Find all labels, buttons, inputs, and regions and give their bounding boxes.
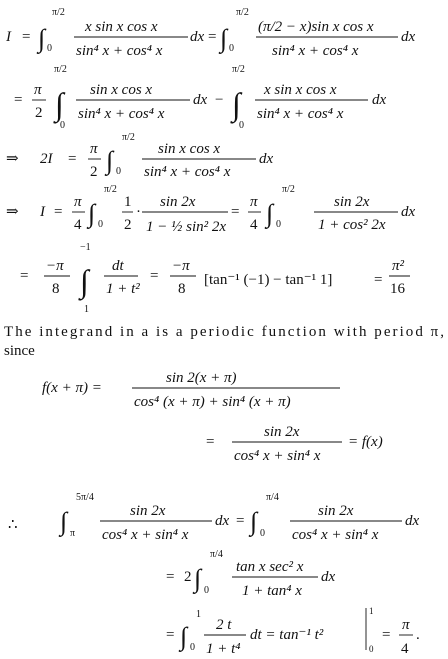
lhs-I: I xyxy=(6,29,11,45)
dt-expression: dt = tan⁻¹ t² xyxy=(250,627,324,643)
integral-sign: ∫ xyxy=(38,24,46,53)
upper-limit: π/4 xyxy=(210,549,223,560)
upper-limit: −1 xyxy=(80,242,91,253)
lhs-2I: 2I xyxy=(40,151,53,167)
lower-limit: 0 xyxy=(229,43,234,54)
numerator: sin 2(x + π) xyxy=(166,370,237,386)
equals-sign: = xyxy=(206,434,215,450)
equals-sign: = xyxy=(54,204,63,220)
result-num: π² xyxy=(392,258,405,274)
integral-sign: ∫ xyxy=(88,199,96,228)
coef-num: −π xyxy=(172,258,190,274)
upper-limit: π/2 xyxy=(104,184,117,195)
upper-limit: π/2 xyxy=(232,64,245,75)
upper-limit: π/2 xyxy=(282,184,295,195)
minus-sign: − xyxy=(215,92,224,108)
upper-limit: π/2 xyxy=(236,7,249,18)
equals-sign: = xyxy=(20,268,29,284)
denominator: 1 + t² xyxy=(106,281,140,297)
step-1 xyxy=(5,7,416,59)
prose-line-1: The integrand in a is a periodic function with period π, xyxy=(4,324,444,340)
numerator: sin 2x xyxy=(130,503,166,519)
lower-limit: 0 xyxy=(60,120,65,131)
integral-sign: ∫ xyxy=(55,86,64,122)
equals-sign: = xyxy=(166,627,175,643)
integral-sign: ∫ xyxy=(60,507,68,536)
numerator: sin 2x xyxy=(264,424,300,440)
integral-sign: ∫ xyxy=(194,564,202,593)
dot: · xyxy=(136,204,141,220)
numerator: 2 t xyxy=(216,617,232,633)
dx: dx xyxy=(193,92,208,108)
step-5 xyxy=(20,242,410,315)
equals-sign: = xyxy=(68,151,77,167)
numerator: sin x cos x xyxy=(158,141,221,157)
integral-sign: ∫ xyxy=(266,199,274,228)
numerator: sin 2x xyxy=(334,194,370,210)
denominator: 1 + tan⁴ x xyxy=(242,583,302,599)
numerator: sin 2x xyxy=(160,194,196,210)
denominator: cos⁴ x + sin⁴ x xyxy=(292,527,379,543)
equals-sign: = xyxy=(14,92,23,108)
numerator: sin 2x xyxy=(318,503,354,519)
implies-arrow: ⇒ xyxy=(6,204,19,220)
denominator: cos⁴ x + sin⁴ x xyxy=(102,527,189,543)
half-num: 1 xyxy=(124,194,132,210)
step-3 xyxy=(6,132,274,180)
lower-limit: 1 xyxy=(84,304,89,315)
therefore-sign: ∴ xyxy=(8,517,18,533)
coef-num: π xyxy=(34,82,42,98)
denominator: 1 + cos² 2x xyxy=(318,217,386,233)
denominator: cos⁴ x + sin⁴ x xyxy=(234,448,321,464)
result-den: 4 xyxy=(401,641,409,657)
final-integral xyxy=(8,492,420,657)
integral-sign: ∫ xyxy=(232,86,241,122)
equals-sign: = xyxy=(374,272,383,288)
coef-den: 4 xyxy=(250,217,258,233)
equals-sign: = xyxy=(150,268,159,284)
numerator: tan x sec² x xyxy=(236,559,304,575)
equals-sign: = xyxy=(166,569,175,585)
numerator: x sin x cos x xyxy=(264,82,337,98)
equals-f-of-x: = f(x) xyxy=(348,434,383,450)
dx: dx xyxy=(259,151,274,167)
bracket-expression: [tan⁻¹ (−1) − tan⁻¹ 1] xyxy=(204,272,333,288)
equals-sign: = xyxy=(236,513,245,529)
denominator: sin⁴ x + cos⁴ x xyxy=(144,164,231,180)
coef-num: π xyxy=(90,141,98,157)
implies-arrow: ⇒ xyxy=(6,151,19,167)
coef-den: 8 xyxy=(178,281,186,297)
denominator: 1 + t⁴ xyxy=(206,641,241,657)
result-den: 16 xyxy=(390,281,405,297)
coef-num: π xyxy=(250,194,258,210)
eval-lower: 0 xyxy=(369,644,374,654)
equals-sign: = xyxy=(208,29,217,45)
eval-upper: 1 xyxy=(369,606,374,616)
integral-sign: ∫ xyxy=(180,622,188,651)
upper-limit: π/2 xyxy=(122,132,135,143)
step-4 xyxy=(6,184,416,235)
upper-limit: π/2 xyxy=(52,7,65,18)
lower-limit: 0 xyxy=(276,219,281,230)
coef-den: 8 xyxy=(52,281,60,297)
lower-limit: 0 xyxy=(260,528,265,539)
lower-limit: 0 xyxy=(190,642,195,653)
denominator: sin⁴ x + cos⁴ x xyxy=(257,106,344,122)
integral-sign: ∫ xyxy=(220,24,228,53)
prose xyxy=(4,324,444,359)
lower-limit: 0 xyxy=(239,120,244,131)
half-den: 2 xyxy=(124,217,132,233)
lhs-I: I xyxy=(40,204,45,220)
integral-sign: ∫ xyxy=(80,263,89,299)
coef-den: 4 xyxy=(74,217,82,233)
equals-sign: = xyxy=(382,627,391,643)
step-2 xyxy=(14,64,387,131)
numerator: (π/2 − x)sin x cos x xyxy=(258,19,374,35)
coef-num: −π xyxy=(46,258,64,274)
coef-den: 2 xyxy=(90,164,98,180)
denominator: sin⁴ x + cos⁴ x xyxy=(272,43,359,59)
dx: dx xyxy=(401,204,416,220)
coef-num: π xyxy=(74,194,82,210)
dx: dx xyxy=(321,569,336,585)
integral-sign: ∫ xyxy=(106,146,114,175)
coef-den: 2 xyxy=(35,105,43,121)
denominator: 1 − ½ sin² 2x xyxy=(146,219,227,235)
dx: dx xyxy=(405,513,420,529)
coef-2: 2 xyxy=(184,569,192,585)
lower-limit: 0 xyxy=(47,43,52,54)
upper-limit: 5π/4 xyxy=(76,492,94,503)
result-num: π xyxy=(402,617,410,633)
dx: dx xyxy=(190,29,205,45)
numerator: dt xyxy=(112,258,124,274)
upper-limit: π/4 xyxy=(266,492,279,503)
denominator: cos⁴ (x + π) + sin⁴ (x + π) xyxy=(134,394,291,410)
denominator: sin⁴ x + cos⁴ x xyxy=(78,106,165,122)
dx: dx xyxy=(215,513,230,529)
denominator: sin⁴ x + cos⁴ x xyxy=(76,43,163,59)
f-of-x-plus-pi: f(x + π) = xyxy=(42,380,102,396)
period: . xyxy=(416,627,420,643)
dx: dx xyxy=(401,29,416,45)
equals-sign: = xyxy=(22,29,31,45)
lower-limit: 0 xyxy=(116,166,121,177)
numerator: sin x cos x xyxy=(90,82,153,98)
lower-limit: 0 xyxy=(98,219,103,230)
prose-line-2: since xyxy=(4,343,35,359)
upper-limit: 1 xyxy=(196,609,201,620)
integral-sign: ∫ xyxy=(250,507,258,536)
periodic-equation xyxy=(42,370,383,464)
equals-sign: = xyxy=(231,204,240,220)
upper-limit: π/2 xyxy=(54,64,67,75)
lower-limit: π xyxy=(70,528,76,539)
numerator: x sin x cos x xyxy=(85,19,158,35)
lower-limit: 0 xyxy=(204,585,209,596)
dx: dx xyxy=(372,92,387,108)
